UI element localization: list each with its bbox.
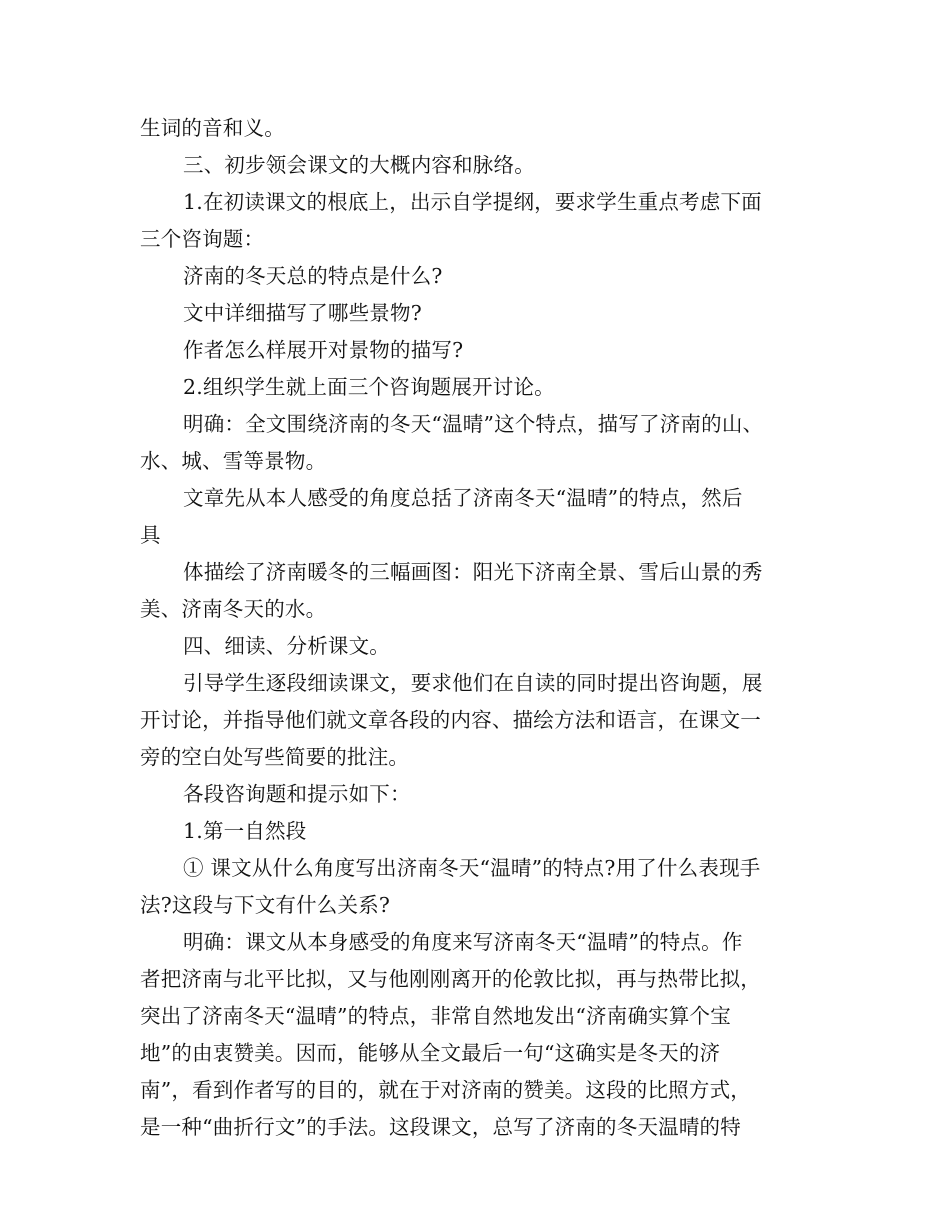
text-line: 开讨论，并指导他们就文章各段的内容、描绘方法和语言，在课文一: [140, 708, 761, 732]
text-line: 各段咨询题和提示如下：: [183, 782, 411, 806]
text-line: 文章先从本人感受的角度总括了济南冬天“温晴”的特点，然后: [183, 486, 743, 510]
text-line: 生词的音和义。: [140, 116, 285, 140]
text-line: 2.组织学生就上面三个咨询题展开讨论。: [183, 375, 555, 399]
text-line: 者把济南与北平比拟，又与他刚刚离开的伦敦比拟，再与热带比拟，: [140, 967, 761, 991]
text-line: 法?这段与下文有什么关系?: [140, 893, 391, 917]
text-line: 文中详细描写了哪些景物?: [183, 301, 422, 325]
text-line: 三个咨询题：: [140, 227, 265, 251]
text-line: 美、济南冬天的水。: [140, 597, 327, 621]
text-line: 1.第一自然段: [183, 819, 307, 843]
text-line: 1.在初读课文的根底上，出示自学提纲，要求学生重点考虑下面: [183, 190, 762, 214]
text-line: 济南的冬天总的特点是什么?: [183, 264, 443, 288]
text-line: 三、初步领会课文的大概内容和脉络。: [183, 153, 535, 177]
text-line: 引导学生逐段细读课文，要求他们在自读的同时提出咨询题，展: [183, 671, 763, 695]
text-line: 具: [140, 523, 161, 547]
text-line: 地”的由衷赞美。因而，能够从全文最后一句“这确实是冬天的济: [140, 1041, 721, 1065]
text-line: 是一种“曲折行文”的手法。这段课文，总写了济南的冬天温晴的特: [140, 1115, 741, 1139]
text-line: 作者怎么样展开对景物的描写?: [183, 338, 464, 362]
text-line: 明确：全文围绕济南的冬天“温晴”这个特点，描写了济南的山、: [183, 412, 764, 436]
text-line: 明确：课文从本身感受的角度来写济南冬天“温晴”的特点。作: [183, 930, 743, 954]
text-line: 体描绘了济南暖冬的三幅画图：阳光下济南全景、雪后山景的秀: [183, 560, 763, 584]
text-line: 水、城、雪等景物。: [140, 449, 327, 473]
text-line: 突出了济南冬天“温晴”的特点，非常自然地发出“济南确实算个宝: [140, 1004, 731, 1028]
text-line: 南”，看到作者写的目的，就在于对济南的赞美。这段的比照方式，: [140, 1078, 751, 1102]
text-line: ① 课文从什么角度写出济南冬天“温晴”的特点?用了什么表现手: [183, 856, 761, 880]
text-line: 旁的空白处写些简要的批注。: [140, 745, 410, 769]
text-line: 四、细读、分析课文。: [183, 634, 390, 658]
